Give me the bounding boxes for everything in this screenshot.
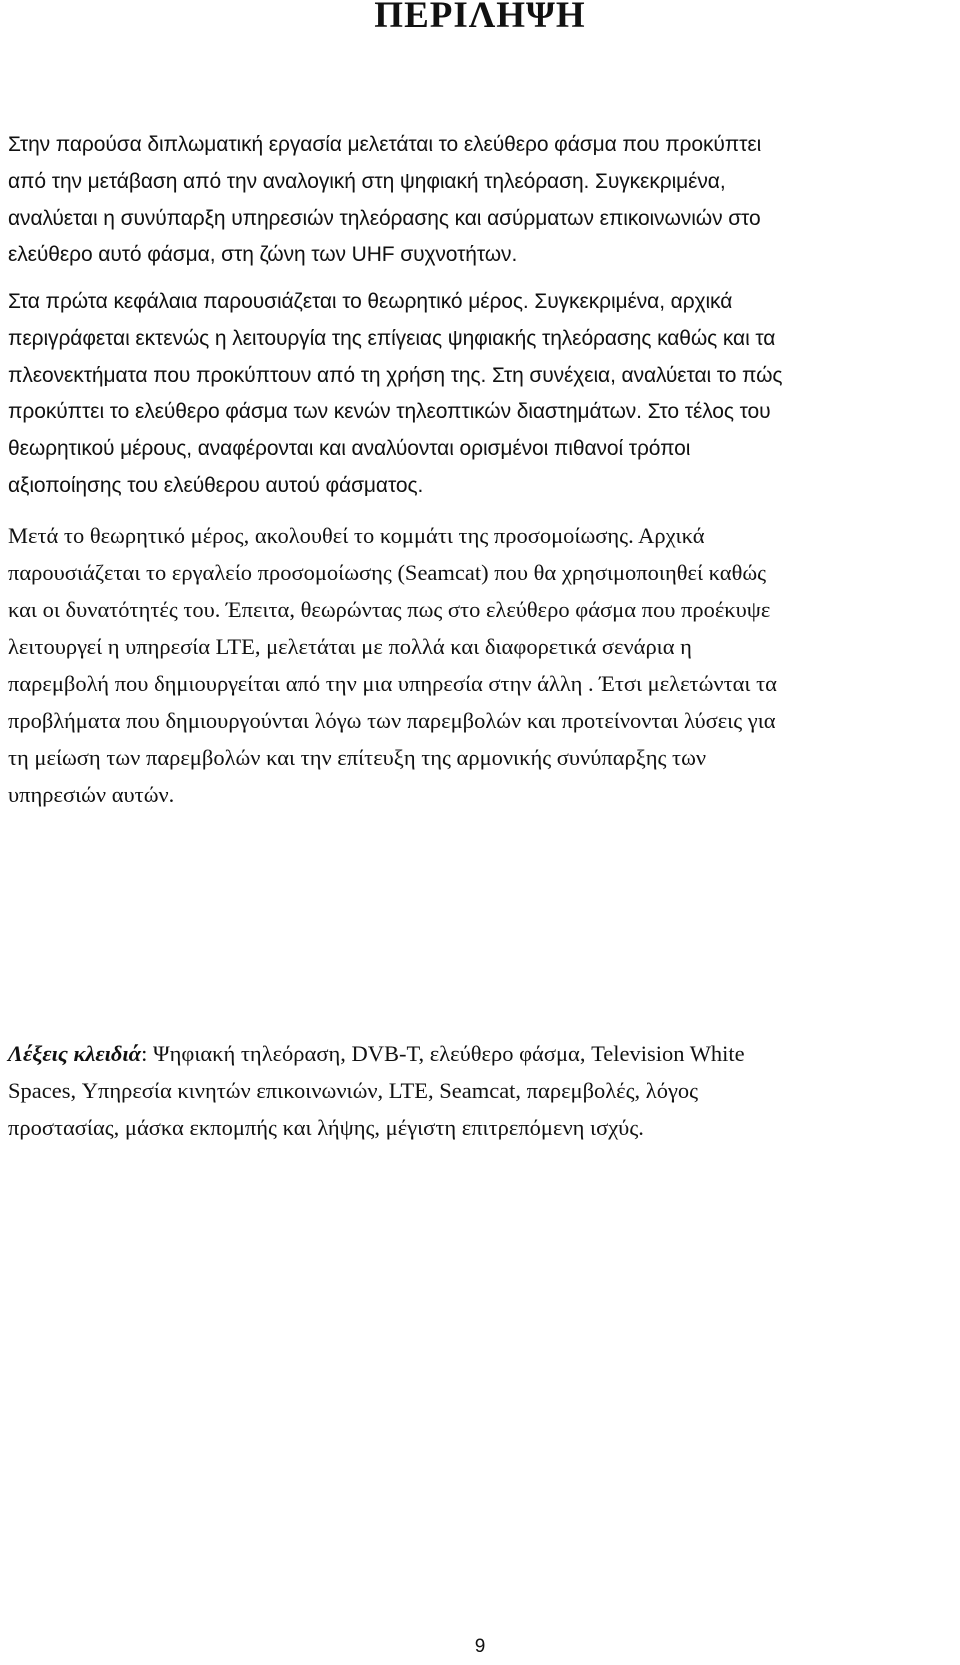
text-line: θεωρητικού μέρους, αναφέρονται και αναλύονται ορισμένοι πιθανοί τρόποι	[8, 437, 691, 461]
text-line: από την μετάβαση από την αναλογική στη ψηφιακή τηλεόραση. Συγκεκριμένα,	[8, 169, 726, 193]
text-line: ελεύθερο αυτό φάσμα, στη ζώνη των UHF συχνοτήτων.	[8, 243, 518, 267]
text-line: Spaces, Υπηρεσία κινητών επικοινωνιών, LTE, Seamcat, παρεμβολές, λόγος	[8, 1078, 699, 1103]
text-line: πλεονεκτήματα που προκύπτουν από τη χρήση της. Στη συνέχεια, αναλύεται το πώς	[8, 363, 783, 387]
text-line: αξιοποίησης του ελεύθερου αυτού φάσματος.	[8, 473, 424, 497]
text-line: προστασίας, μάσκα εκπομπής και λήψης, μέγιστη επιτρεπόμενη ισχύς.	[8, 1115, 644, 1140]
text-line: λειτουργεί η υπηρεσία LTE, μελετάται με πολλά και διαφορετικά σενάρια η	[8, 634, 692, 659]
text-line	[8, 1035, 956, 1072]
text-line: περιγράφεται εκτενώς η λειτουργία της επίγειας ψηφιακής τηλεόρασης καθώς και τα	[8, 326, 776, 350]
text-line: τη μείωση των παρεμβολών και την επίτευξη της αρμονικής συνύπαρξης των	[8, 745, 707, 770]
text-line: προκύπτει το ελεύθερο φάσμα των κενών τηλεοπτικών διαστημάτων. Στο τέλος του	[8, 400, 771, 424]
text-line: προβλήματα που δημιουργούνται λόγω των παρεμβολών και προτείνονται λύσεις για	[8, 708, 776, 733]
text-line: παρουσιάζεται το εργαλείο προσομοίωσης (Seamcat) που θα χρησιμοποιηθεί καθώς	[8, 560, 767, 585]
text-line: και οι δυνατότητές του. Έπειτα, θεωρώντας πως στο ελεύθερο φάσμα που προέκυψε	[8, 597, 771, 622]
text-line: παρεμβολή που δημιουργείται από την μια υπηρεσία στην άλλη . Έτσι μελετώνται τα	[8, 671, 777, 696]
text-line: Στα πρώτα κεφάλαια παρουσιάζεται το θεωρητικό μέρος. Συγκεκριμένα, αρχικά	[8, 290, 733, 313]
abstract-paragraph-2	[8, 284, 956, 505]
keywords-paragraph	[8, 1035, 956, 1146]
text-line: Μετά το θεωρητικό μέρος, ακολουθεί το κομμάτι της προσομοίωσης. Αρχικά	[8, 523, 705, 548]
abstract-paragraph-3	[8, 517, 956, 813]
abstract-paragraph-1	[8, 127, 956, 274]
page-title: ΠΕΡΙΛΗΨΗ	[374, 0, 586, 36]
text-line: αναλύεται η συνύπαρξη υπηρεσιών τηλεόρασης και ασύρματων επικοινωνιών στο	[8, 206, 761, 230]
page-number: 9	[474, 1636, 486, 1657]
text-line: υπηρεσιών αυτών.	[8, 782, 175, 807]
keywords-text: : Ψηφιακή τηλεόραση, DVB-T, ελεύθερο φάσμα, Television White	[141, 1041, 745, 1066]
keywords-label: Λέξεις κλειδιά	[8, 1041, 142, 1066]
text-line: Στην παρούσα διπλωματική εργασία μελετάται το ελεύθερο φάσμα που προκύπτει	[8, 133, 762, 156]
